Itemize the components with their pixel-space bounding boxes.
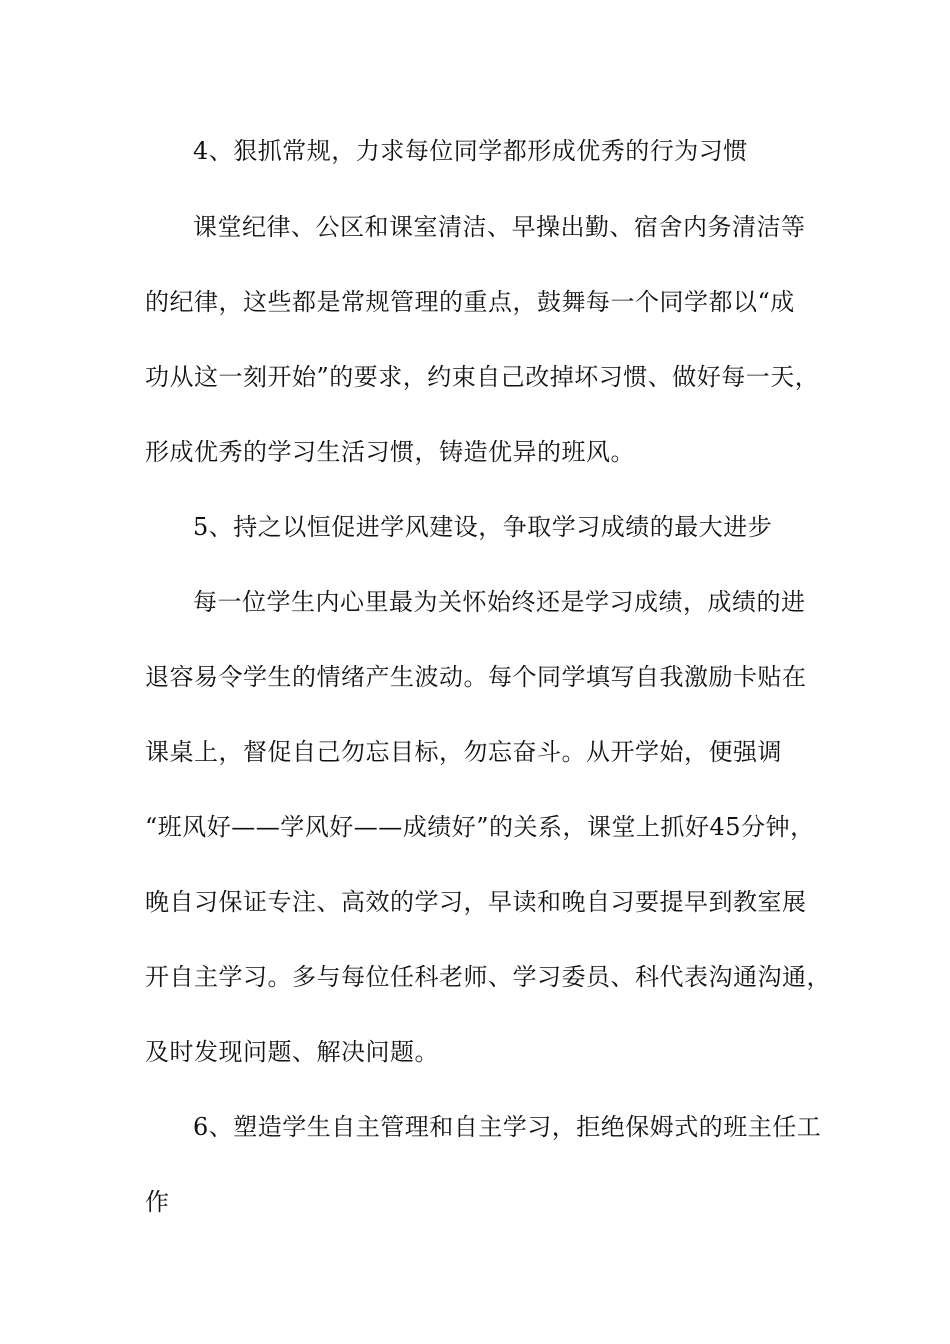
- section-heading-6: 6、塑造学生自主管理和自主学习，拒绝保姆式的班主任工: [193, 1113, 822, 1141]
- paragraph-line: 作: [145, 1188, 170, 1216]
- paragraph-line: 退容易令学生的情绪产生波动。每个同学填写自我激励卡贴在: [145, 663, 807, 691]
- paragraph-line: 课桌上，督促自己勿忘目标，勿忘奋斗。从开学始，便强调: [145, 738, 782, 766]
- paragraph-line: 形成优秀的学习生活习惯，铸造优异的班风。: [145, 438, 635, 466]
- section-heading-5: 5、持之以恒促进学风建设，争取学习成绩的最大进步: [193, 513, 773, 541]
- paragraph-line: 课堂纪律、公区和课室清洁、早操出勤、宿舍内务清洁等: [193, 213, 806, 241]
- paragraph-line: 晚自习保证专注、高效的学习，早读和晚自习要提早到教室展: [145, 888, 807, 916]
- paragraph-line: 每一位学生内心里最为关怀始终还是学习成绩，成绩的进: [193, 588, 806, 616]
- paragraph-line: 及时发现问题、解决问题。: [145, 1038, 439, 1066]
- paragraph-line: 的纪律，这些都是常规管理的重点，鼓舞每一个同学都以“成: [145, 288, 795, 316]
- paragraph-line: “班风好——学风好——成绩好”的关系，课堂上抓好45分钟，: [145, 813, 815, 841]
- paragraph-line: 开自主学习。多与每位任科老师、学习委员、科代表沟通沟通，: [145, 963, 831, 991]
- paragraph-line: 功从这一刻开始”的要求，约束自己改掉坏习惯、做好每一天，: [145, 363, 820, 391]
- section-heading-4: 4、狠抓常规，力求每位同学都形成优秀的行为习惯: [193, 137, 748, 165]
